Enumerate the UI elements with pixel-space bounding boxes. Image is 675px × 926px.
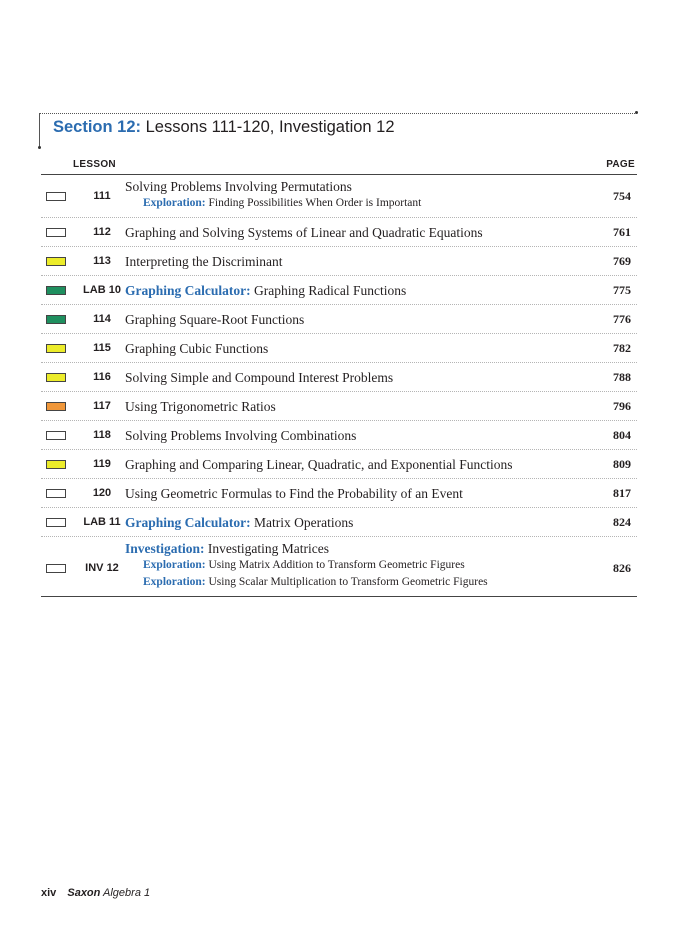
section-frame-left (39, 113, 40, 147)
progress-checkbox[interactable] (46, 402, 66, 411)
lesson-column-header: LESSON (73, 159, 116, 170)
page-number: 824 (613, 515, 631, 529)
lesson-titles (125, 340, 577, 357)
lesson-title (125, 311, 577, 328)
lesson-number: 114 (93, 313, 111, 325)
lesson-row (41, 537, 637, 597)
lesson-number: LAB 11 (83, 516, 121, 528)
lesson-number: 117 (93, 400, 111, 412)
lesson-row (41, 305, 637, 334)
title-text: Using Trigonometric Ratios (125, 399, 276, 414)
lesson-title (125, 514, 577, 531)
title-text: Using Matrix Addition to Transform Geometric Figures (205, 559, 465, 571)
title-text: Using Scalar Multiplication to Transform Geometric Figures (205, 576, 488, 588)
title-text: Investigating Matrices (204, 541, 329, 556)
lesson-row (41, 363, 637, 392)
lesson-row (41, 247, 637, 276)
title-prefix: Investigation: (125, 541, 205, 556)
page-number: 754 (613, 189, 631, 203)
lesson-number: 111 (93, 190, 111, 202)
title-text: Graphing and Solving Systems of Linear and Quadratic Equations (125, 225, 483, 240)
lesson-titles (125, 253, 577, 270)
lesson-number: 120 (92, 487, 112, 499)
lesson-title (125, 369, 577, 386)
exploration-line (125, 557, 577, 574)
lesson-number: 116 (93, 371, 111, 383)
page-number: 761 (613, 225, 631, 239)
page-number: 796 (613, 399, 631, 413)
section-label: Section 12: (53, 118, 142, 136)
lesson-title (125, 224, 577, 241)
lesson-row (41, 276, 637, 305)
progress-checkbox[interactable] (46, 460, 66, 469)
title-text: Interpreting the Discriminant (125, 254, 283, 269)
lesson-row (41, 479, 637, 508)
title-prefix: Exploration: (143, 197, 206, 209)
title-prefix: Graphing Calculator: (125, 515, 251, 530)
title-text: Solving Problems Involving Combinations (125, 428, 357, 443)
lesson-titles (125, 456, 577, 473)
lesson-titles (125, 311, 577, 328)
title-prefix: Exploration: (143, 576, 206, 588)
section-title: Lessons 111-120, Investigation 12 (145, 118, 395, 136)
progress-checkbox[interactable] (46, 315, 66, 324)
lesson-number: 118 (93, 429, 111, 441)
lesson-row (41, 334, 637, 363)
lesson-titles (125, 282, 577, 299)
page-number: 809 (613, 457, 631, 471)
frame-corner-dot (635, 111, 638, 114)
exploration-line (125, 195, 577, 212)
footer-book-title: Saxon Algebra 1 (67, 887, 151, 899)
page-number: 775 (613, 283, 631, 297)
page-number: 826 (613, 561, 631, 575)
section-heading (53, 118, 395, 137)
page-number: 804 (613, 428, 631, 442)
lesson-number: 115 (93, 342, 111, 354)
title-text: Finding Possibilities When Order is Important (205, 197, 422, 209)
lesson-titles (125, 178, 577, 212)
lesson-row (41, 392, 637, 421)
title-text: Graphing Cubic Functions (125, 341, 269, 356)
title-prefix: Graphing Calculator: (125, 283, 251, 298)
page-number: 776 (613, 312, 631, 326)
progress-checkbox[interactable] (46, 489, 66, 498)
lesson-titles (125, 514, 577, 531)
progress-checkbox[interactable] (46, 373, 66, 382)
title-text: Graphing and Comparing Linear, Quadratic, and Exponential Functions (125, 457, 513, 472)
lesson-row (41, 508, 637, 537)
progress-checkbox[interactable] (46, 564, 66, 573)
lesson-row (41, 175, 637, 218)
lesson-title (125, 398, 577, 415)
page-footer (41, 887, 150, 899)
progress-checkbox[interactable] (46, 431, 66, 440)
lesson-titles (125, 369, 577, 386)
lesson-row (41, 218, 637, 247)
progress-checkbox[interactable] (46, 286, 66, 295)
lesson-title (125, 485, 577, 502)
lesson-titles (125, 224, 577, 241)
progress-checkbox[interactable] (46, 257, 66, 266)
lesson-number: LAB 10 (83, 284, 121, 296)
lesson-number: 119 (93, 458, 111, 470)
lesson-title (125, 540, 577, 557)
lesson-titles (125, 485, 577, 502)
title-prefix: Exploration: (143, 559, 206, 571)
title-text: Matrix Operations (250, 515, 354, 530)
lesson-titles (125, 398, 577, 415)
progress-checkbox[interactable] (46, 518, 66, 527)
page-number: 782 (613, 341, 631, 355)
page-number: 769 (613, 254, 631, 268)
progress-checkbox[interactable] (46, 192, 66, 201)
progress-checkbox[interactable] (46, 344, 66, 353)
footer-page-number: xiv (41, 887, 57, 899)
lesson-title (125, 427, 577, 444)
title-text: Graphing Square-Root Functions (125, 312, 305, 327)
title-text: Solving Problems Involving Permutations (125, 179, 352, 194)
lesson-title (125, 340, 577, 357)
lesson-title (125, 178, 577, 195)
lesson-title (125, 253, 577, 270)
lesson-number: 113 (93, 255, 111, 267)
lesson-titles (125, 427, 577, 444)
exploration-line (125, 574, 577, 591)
title-text: Using Geometric Formulas to Find the Probability of an Event (125, 486, 463, 501)
lesson-row (41, 421, 637, 450)
lesson-titles (125, 540, 577, 591)
progress-checkbox[interactable] (46, 228, 66, 237)
page-number: 817 (613, 486, 631, 500)
section-frame-top (39, 113, 637, 114)
title-text: Graphing Radical Functions (250, 283, 407, 298)
lesson-number: INV 12 (85, 562, 119, 574)
lesson-title (125, 282, 577, 299)
lesson-title (125, 456, 577, 473)
frame-corner-dot (38, 146, 41, 149)
lesson-row (41, 450, 637, 479)
page-number: 788 (613, 370, 631, 384)
title-text: Solving Simple and Compound Interest Problems (125, 370, 394, 385)
page-column-header: PAGE (606, 159, 635, 170)
lesson-number: 112 (93, 226, 111, 238)
